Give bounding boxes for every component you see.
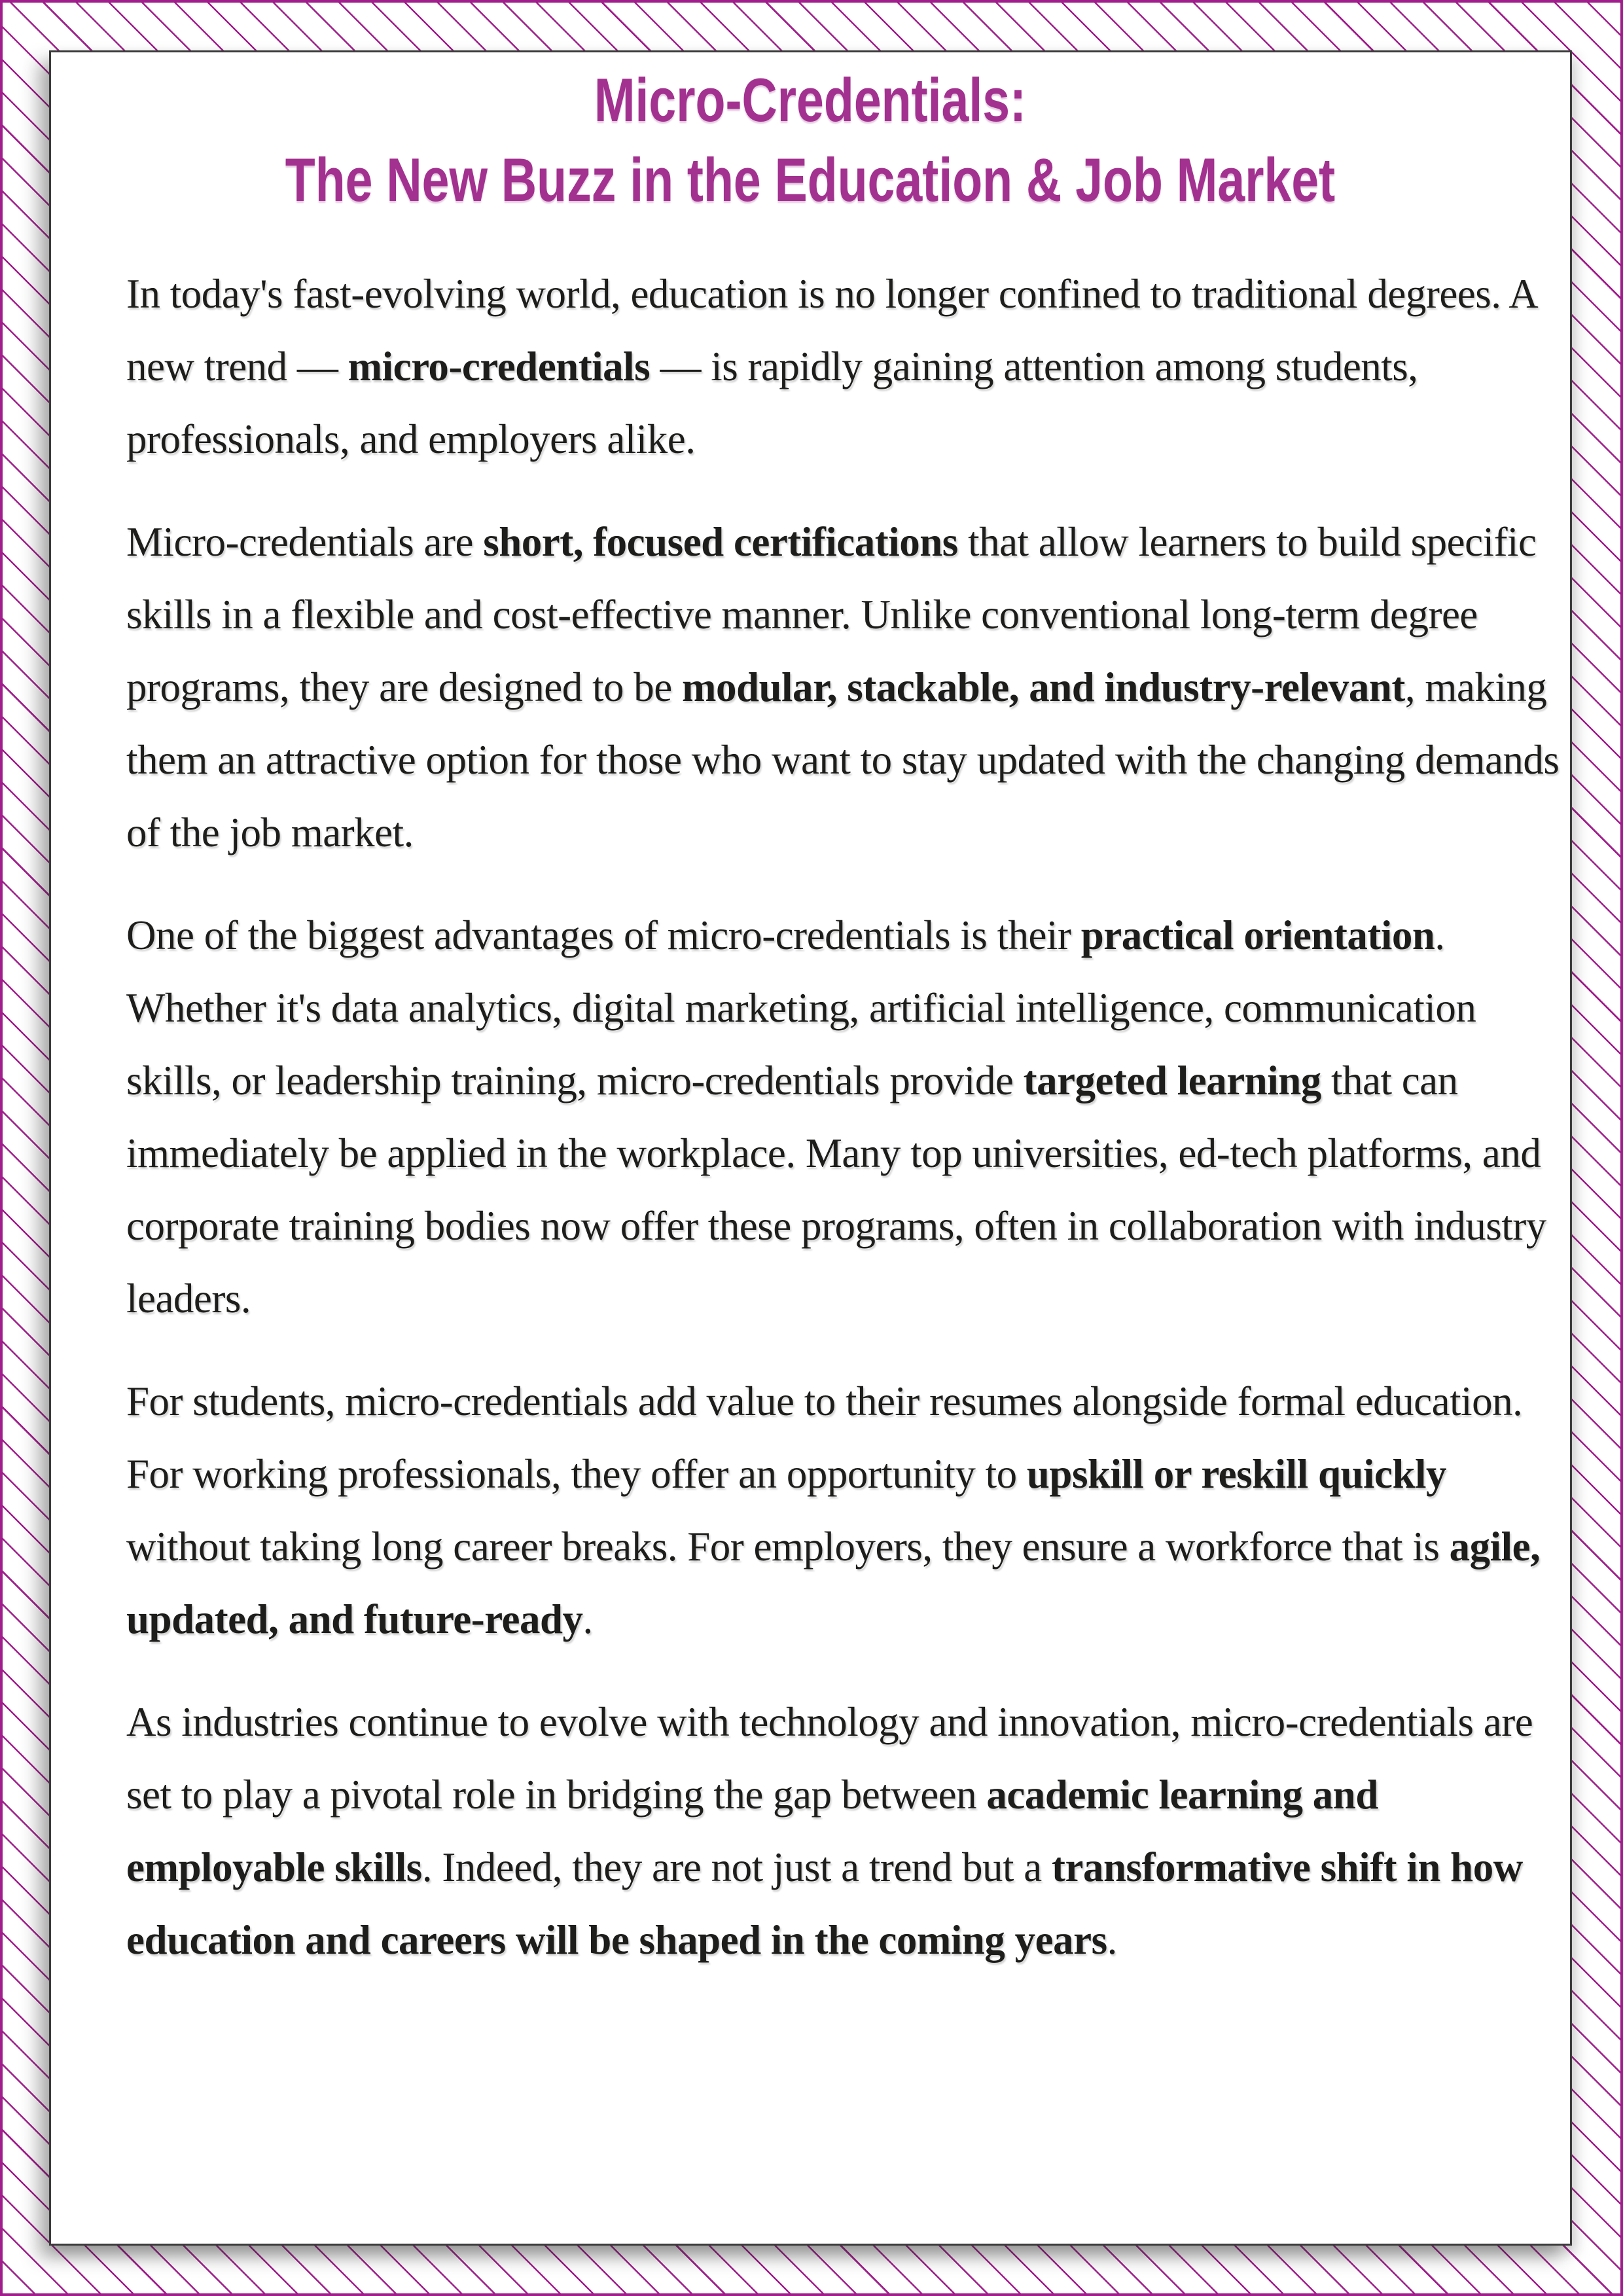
bold-text-run: upskill or reskill quickly	[1026, 1451, 1447, 1497]
bold-text-run: short, focused certifications	[483, 519, 958, 565]
paragraph	[126, 1686, 1579, 1977]
text-run: — is rapidly gaining attention among students, professionals, and employers alike.	[126, 344, 1418, 462]
text-run: that allow learners to build specific skills in a flexible and cost-effective manner. Unlike conventional long-term degree programs, they are designed to be	[126, 519, 1537, 710]
bold-text-run: micro-credentials	[348, 344, 651, 389]
text-run: , making them an attractive option for those who want to stay updated with the changing demands of the job market.	[126, 664, 1560, 855]
article-body	[126, 258, 1579, 1977]
document-content	[51, 52, 1570, 2244]
paragraph	[126, 258, 1579, 476]
page-title-line-2: The New Buzz in the Education & Job Market	[285, 145, 1336, 214]
paragraph	[126, 506, 1579, 869]
text-run: without taking long career breaks. For employers, they ensure a workforce that is	[126, 1524, 1450, 1570]
text-run: .	[1107, 1917, 1117, 1963]
bold-text-run: academic learning and employable skills	[126, 1772, 1378, 1890]
bold-text-run: modular, stackable, and industry-relevant	[681, 664, 1405, 710]
text-run: As industries continue to evolve with technology and innovation, micro-credentials are set to play a pivotal role in bridging the gap between	[126, 1699, 1533, 1818]
text-run: .	[582, 1596, 593, 1642]
bold-text-run: transformative shift in how education and careers will be shaped in the coming years	[126, 1844, 1523, 1963]
text-run: Micro-credentials are	[126, 519, 484, 565]
text-run: One of the biggest advantages of micro-credentials is their	[126, 912, 1081, 958]
text-run: For students, micro-credentials add value to their resumes alongside formal education. For working professionals, they offer an opportunity to	[126, 1378, 1523, 1497]
document-panel	[49, 50, 1572, 2246]
text-run: In today's fast-evolving world, education is no longer confined to traditional degrees. A new trend —	[126, 271, 1536, 389]
paragraph	[126, 899, 1579, 1335]
text-run: . Indeed, they are not just a trend but a	[421, 1844, 1052, 1890]
bold-text-run: agile, updated, and future-ready	[126, 1524, 1541, 1642]
text-run: that can immediately be applied in the workplace. Many top universities, ed-tech platforms, and corporate training bodies now offer these programs, often in collaboration with industry leaders.	[126, 1058, 1546, 1321]
bold-text-run: targeted learning	[1023, 1058, 1321, 1103]
paragraph	[126, 1365, 1579, 1656]
page-title	[263, 60, 1357, 220]
text-run: . Whether it's data analytics, digital marketing, artificial intelligence, communication skills, or leadership training, micro-credentials provide	[126, 912, 1476, 1103]
page-title-line-1: Micro-Credentials:	[594, 65, 1027, 134]
bold-text-run: practical orientation	[1080, 912, 1435, 958]
